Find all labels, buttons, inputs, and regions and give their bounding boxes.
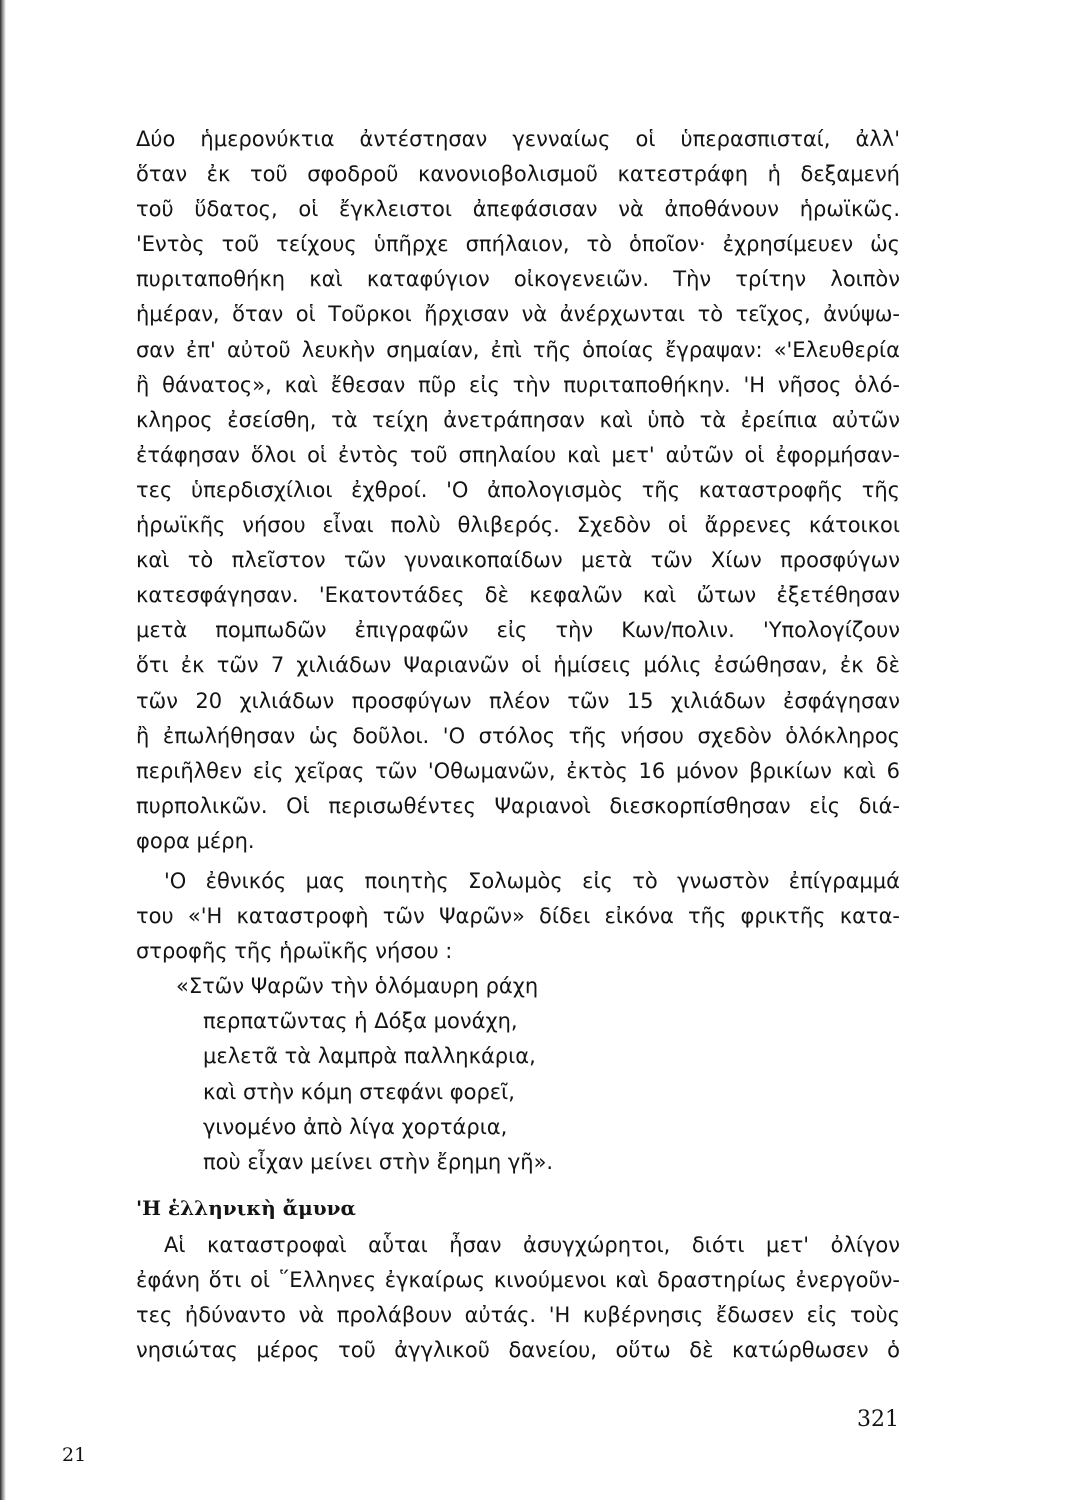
paragraph-3	[136, 1228, 900, 1368]
text-line: φορα μέρη.	[136, 828, 255, 853]
text-line: μετὰ πομπωδῶν ἐπιγραφῶν εἰς τὴν Κων/πολιν. 'Υπολογίζουν	[136, 618, 900, 643]
poem	[136, 969, 900, 1180]
page-number: 321	[857, 1407, 899, 1432]
text-line: τῶν 20 χιλιάδων προσφύγων πλέον τῶν 15 χιλιάδων ἐσφάγησαν	[136, 688, 900, 713]
text-line: 'Ο ἐθνικός μας ποιητὴς Σολωμὸς εἰς τὸ γνωστὸν ἐπίγραμμά	[164, 868, 900, 893]
body-text	[136, 122, 900, 1368]
text-line: ἐτάφησαν ὅλοι οἱ ἐντὸς τοῦ σπηλαίου καὶ μετ' αὐτῶν οἱ ἐφορμήσαν-	[136, 442, 900, 467]
signature-number: 21	[62, 1444, 87, 1466]
poem-line: ποὺ εἶχαν μείνει στὴν ἔρημη γῆ».	[203, 1149, 554, 1174]
text-line: ἢ θάνατος», καὶ ἔθεσαν πῦρ εἰς τὴν πυριταποθήκην. 'Η νῆσος ὁλό-	[136, 372, 900, 397]
paragraph-1	[136, 122, 900, 859]
section-heading: 'Η ἑλληνικὴ ἄμυνα	[136, 1195, 356, 1220]
text-line: του «'Η καταστροφὴ τῶν Ψαρῶν» δίδει εἰκόνα τῆς φρικτῆς κατα-	[136, 904, 900, 929]
text-line: 'Εντὸς τοῦ τείχους ὑπῆρχε σπήλαιον, τὸ ὁποῖον· ἐχρησίμευεν ὡς	[136, 232, 900, 257]
text-line: ὅταν ἐκ τοῦ σφοδροῦ κανονιοβολισμοῦ κατεστράφη ἡ δεξαμενή	[136, 162, 900, 187]
text-line: τες ἠδύναντο νὰ προλάβουν αὐτάς. 'Η κυβέρνησις ἔδωσεν εἰς τοὺς	[136, 1303, 900, 1327]
text-line: σαν ἐπ' αὐτοῦ λευκὴν σημαίαν, ἐπὶ τῆς ὁποίας ἔγραψαν: «'Ελευθερία	[136, 337, 900, 362]
poem-line: «Στῶν Ψαρῶν τὴν ὁλόμαυρη ράχη	[176, 974, 539, 999]
poem-line: περπατῶντας ἡ Δόξα μονάχη,	[203, 1009, 518, 1034]
poem-line: γινομένο ἀπὸ λίγα χορτάρια,	[203, 1114, 508, 1139]
text-line: περιῆλθεν εἰς χεῖρας τῶν 'Οθωμανῶν, ἐκτὸς 16 μόνον βρικίων καὶ 6	[136, 758, 900, 783]
text-line: κληρος ἐσείσθη, τὰ τείχη ἀνετράπησαν καὶ ὑπὸ τὰ ἐρείπια αὐτῶν	[136, 407, 900, 432]
text-line: ἡμέραν, ὅταν οἱ Τοῦρκοι ἤρχισαν νὰ ἀνέρχωνται τὸ τεῖχος, ἀνύψω-	[136, 302, 900, 327]
text-line: τες ὑπερδισχίλιοι ἐχθροί. 'Ο ἀπολογισμὸς τῆς καταστροφῆς τῆς	[136, 477, 900, 502]
poem-line: μελετᾶ τὰ λαμπρὰ παλληκάρια,	[203, 1044, 536, 1069]
paragraph-2	[136, 864, 900, 969]
text-line: στροφῆς τῆς ἡρωϊκῆς νήσου :	[136, 939, 453, 964]
text-line: ἢ ἐπωλήθησαν ὡς δοῦλοι. 'Ο στόλος τῆς νήσου σχεδὸν ὁλόκληρος	[136, 723, 900, 748]
text-line: καὶ τὸ πλεῖστον τῶν γυναικοπαίδων μετὰ τῶν Χίων προσφύγων	[136, 548, 900, 573]
text-line: κατεσφάγησαν. 'Εκατοντάδες δὲ κεφαλῶν καὶ ὤτων ἐξετέθησαν	[136, 583, 900, 608]
text-line: πυριταποθήκη καὶ καταφύγιον οἰκογενειῶν. Τὴν τρίτην λοιπὸν	[136, 267, 900, 292]
text-line: Δύο ἡμερονύκτια ἀντέστησαν γενναίως οἱ ὑπερασπισταί, ἀλλ'	[136, 127, 900, 151]
text-line: Αἱ καταστροφαὶ αὗται ἦσαν ἀσυγχώρητοι, διότι μετ' ὀλίγον	[164, 1232, 900, 1257]
poem-line: καὶ στὴν κόμη στεφάνι φορεῖ,	[203, 1079, 515, 1104]
page-edge-shadow	[0, 0, 6, 1500]
text-line: νησιώτας μέρος τοῦ ἀγγλικοῦ δανείου, οὕτω δὲ κατώρθωσεν ὁ	[136, 1338, 900, 1363]
text-line: ἡρωϊκῆς νήσου εἶναι πολὺ θλιβερός. Σχεδὸν οἱ ἄρρενες κάτοικοι	[136, 513, 900, 538]
text-line: ὅτι ἐκ τῶν 7 χιλιάδων Ψαριανῶν οἱ ἡμίσεις μόλις ἐσώθησαν, ἐκ δὲ	[136, 653, 900, 678]
text-line: ἐφάνη ὅτι οἱ ῞Ελληνες ἐγκαίρως κινούμενοι καὶ δραστηρίως ἐνεργοῦν-	[136, 1267, 900, 1292]
text-line: τοῦ ὕδατος, οἱ ἔγκλειστοι ἀπεφάσισαν νὰ ἀποθάνουν ἡρωϊκῶς.	[136, 197, 900, 222]
text-line: πυρπολικῶν. Οἱ περισωθέντες Ψαριανοὶ διεσκορπίσθησαν εἰς διά-	[136, 793, 900, 818]
